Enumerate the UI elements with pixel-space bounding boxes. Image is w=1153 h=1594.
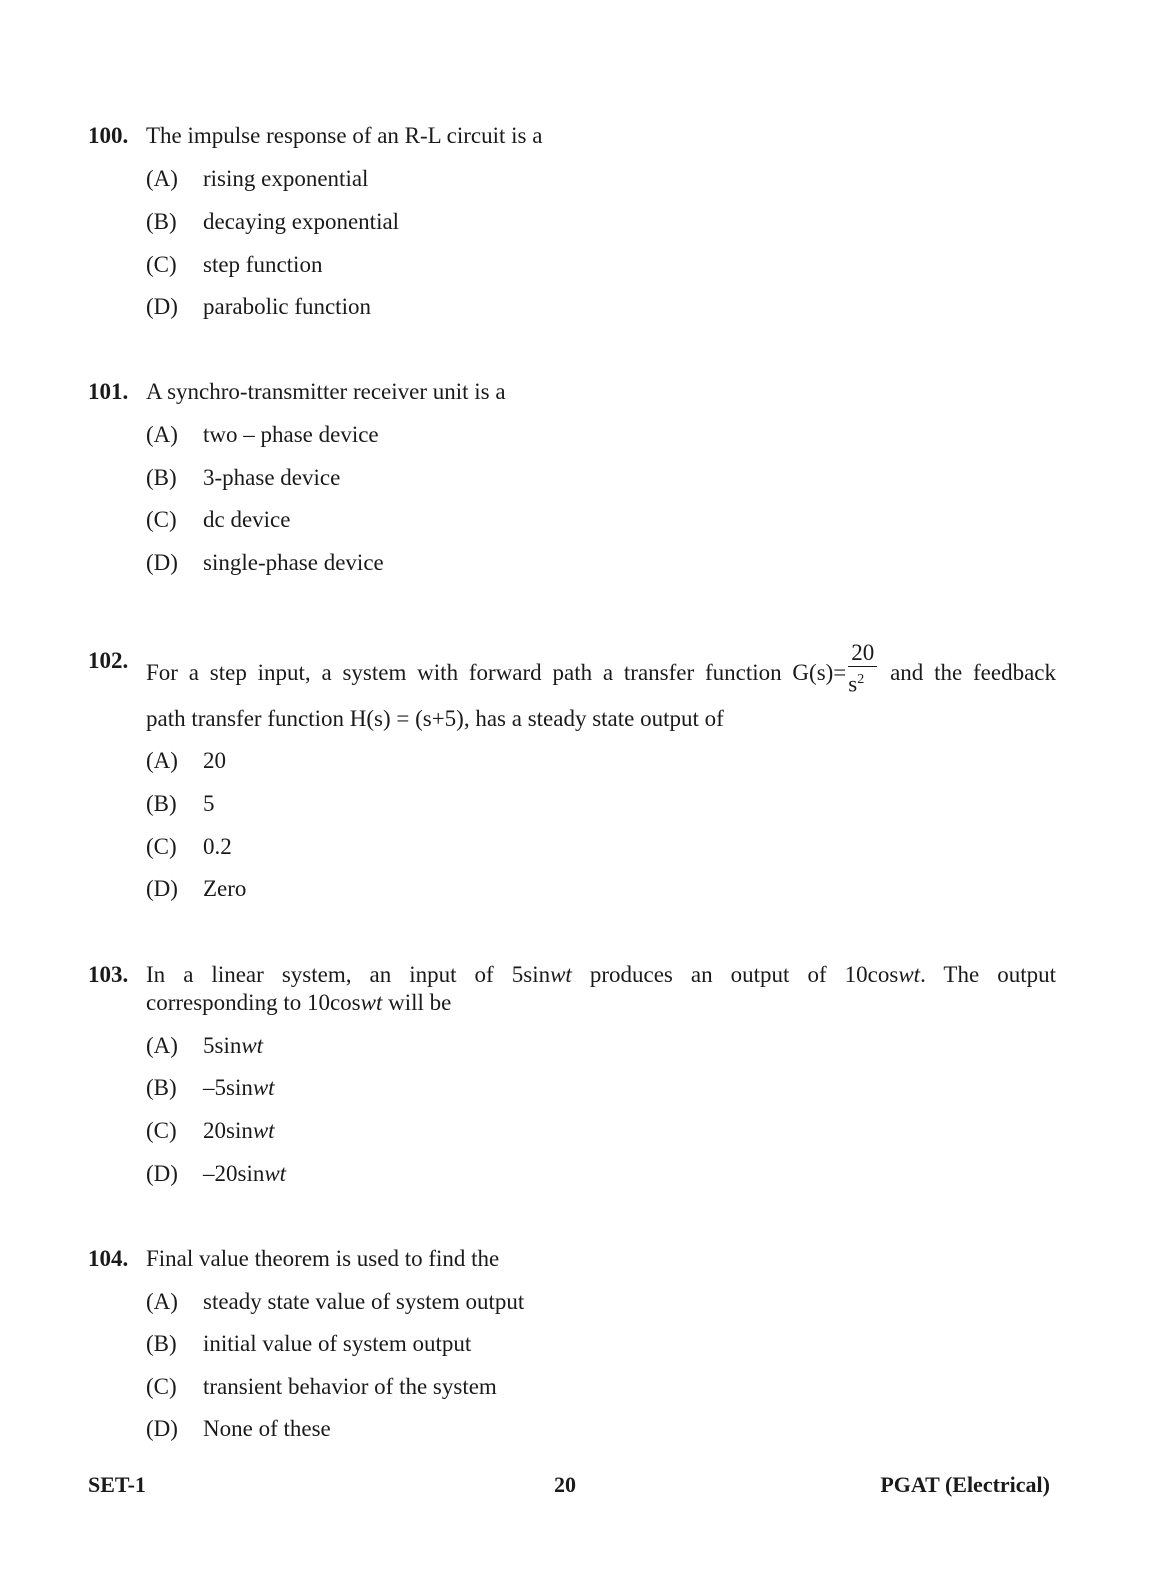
option-text: decaying exponential <box>203 209 400 234</box>
text-part: . The output <box>920 962 1056 987</box>
option-label: (B) <box>146 1075 177 1100</box>
option-label: (C) <box>146 834 177 859</box>
option-100-c <box>146 250 322 280</box>
option-101-d <box>146 548 384 578</box>
variable: wt <box>898 962 921 987</box>
option-variable: wt <box>252 1118 275 1143</box>
option-text: 20sin <box>203 1118 253 1143</box>
option-104-a <box>146 1287 524 1317</box>
question-number: 103. <box>88 962 129 987</box>
question-text-line-2: path transfer function H(s) = (s+5), has a steady state output of <box>146 706 724 731</box>
transfer-function-formula <box>792 640 879 697</box>
option-100-a <box>146 164 368 194</box>
text-part: will be <box>382 990 452 1015</box>
option-text: –5sin <box>203 1075 253 1100</box>
text-part: corresponding to 10cos <box>146 990 361 1015</box>
option-103-b <box>146 1073 275 1103</box>
formula-fraction <box>848 640 877 698</box>
question-text-part: For a step input, a system with forward path a transfer function <box>146 660 782 686</box>
question-text-line-2 <box>146 988 1056 1018</box>
variable: wt <box>550 962 572 987</box>
option-100-b <box>146 207 399 237</box>
option-label: (D) <box>146 876 178 901</box>
question-number: 100. <box>88 123 129 148</box>
option-label: (C) <box>146 1118 177 1143</box>
option-text: steady state value of system output <box>203 1289 525 1314</box>
option-variable: wt <box>252 1075 275 1100</box>
option-101-a <box>146 420 379 450</box>
option-label: (D) <box>146 294 178 319</box>
option-text: rising exponential <box>203 166 369 191</box>
footer-set-label: SET-1 <box>88 1472 146 1497</box>
option-text: dc device <box>203 507 291 532</box>
text-part: produces an output of 10cos <box>571 962 899 987</box>
option-104-b <box>146 1329 471 1359</box>
option-text: 5 <box>203 791 215 816</box>
question-text: A synchro-transmitter receiver unit is a <box>146 379 506 404</box>
option-label: (C) <box>146 252 177 277</box>
option-label: (D) <box>146 550 178 575</box>
option-variable: wt <box>241 1033 264 1058</box>
text-part: In a linear system, an input of 5sin <box>146 962 551 987</box>
option-text: two – phase device <box>203 422 379 447</box>
question-number: 104. <box>88 1246 129 1271</box>
option-label: (B) <box>146 791 177 816</box>
option-text: 5sin <box>203 1033 242 1058</box>
option-102-d <box>146 874 246 904</box>
option-text: None of these <box>203 1416 331 1441</box>
option-text: transient behavior of the system <box>203 1374 497 1399</box>
footer-page-number: 20 <box>554 1472 576 1497</box>
question-number: 101. <box>88 379 129 404</box>
formula-numerator: 20 <box>848 640 877 667</box>
option-label: (A) <box>146 422 178 447</box>
option-104-c <box>146 1372 497 1402</box>
question-text-line-1 <box>146 960 1056 990</box>
footer-exam-title: PGAT (Electrical) <box>880 1472 1050 1497</box>
variable: wt <box>360 990 383 1015</box>
option-text: parabolic function <box>203 294 371 319</box>
option-text: step function <box>203 252 323 277</box>
option-text: Zero <box>203 876 247 901</box>
option-102-a <box>146 746 226 776</box>
option-100-d <box>146 292 371 322</box>
option-text: initial value of system output <box>203 1331 472 1356</box>
option-label: (A) <box>146 748 178 773</box>
option-text: 0.2 <box>203 834 232 859</box>
option-text: single-phase device <box>203 550 384 575</box>
option-label: (C) <box>146 1374 177 1399</box>
option-label: (D) <box>146 1161 178 1186</box>
formula-exponent: 2 <box>857 672 865 687</box>
option-text: 3-phase device <box>203 465 341 490</box>
option-103-d <box>146 1159 286 1189</box>
option-103-c <box>146 1116 275 1146</box>
option-label: (B) <box>146 209 177 234</box>
question-text: Final value theorem is used to find the <box>146 1246 500 1271</box>
question-text-part: and the feedback <box>890 660 1057 686</box>
option-label: (B) <box>146 1331 177 1356</box>
question-number: 102. <box>88 648 129 673</box>
formula-lhs: G(s)= <box>792 660 847 686</box>
formula-denominator-base: s <box>848 671 858 697</box>
formula-denominator <box>848 667 877 698</box>
option-label: (A) <box>146 1289 178 1314</box>
question-text: The impulse response of an R-L circuit is a <box>146 123 543 148</box>
option-text: –20sin <box>203 1161 265 1186</box>
option-label: (D) <box>146 1416 178 1441</box>
option-label: (C) <box>146 507 177 532</box>
option-text: 20 <box>203 748 226 773</box>
option-102-b <box>146 789 215 819</box>
option-101-c <box>146 505 290 535</box>
option-102-c <box>146 832 232 862</box>
option-variable: wt <box>264 1161 287 1186</box>
option-101-b <box>146 463 340 493</box>
question-text-line-1 <box>146 640 1057 704</box>
option-label: (A) <box>146 1033 178 1058</box>
option-104-d <box>146 1414 331 1444</box>
option-label: (B) <box>146 465 177 490</box>
option-103-a <box>146 1031 263 1061</box>
option-label: (A) <box>146 166 178 191</box>
